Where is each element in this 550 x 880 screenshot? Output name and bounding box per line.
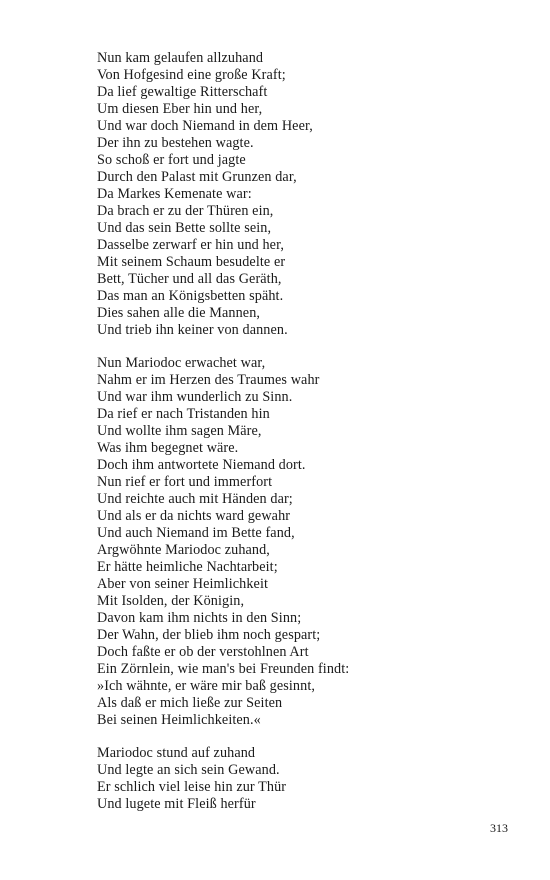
verse-line: Und wollte ihm sagen Märe,: [97, 423, 262, 439]
stanza: [97, 355, 497, 729]
verse-line: Und war doch Niemand in dem Heer,: [97, 118, 313, 134]
verse-line: Er schlich viel leise hin zur Thür: [97, 779, 287, 795]
verse-line: Da Markes Kemenate war:: [97, 186, 252, 202]
verse-line: Nun Mariodoc erwachet war,: [97, 355, 266, 371]
verse-line: Aber von seiner Heimlichkeit: [97, 576, 269, 592]
verse-line: Von Hofgesind eine große Kraft;: [97, 67, 286, 83]
verse-line: Da lief gewaltige Ritterschaft: [97, 84, 268, 100]
verse-line: Mariodoc stund auf zuhand: [97, 745, 256, 761]
verse-line: Bett, Tücher und all das Geräth,: [97, 271, 282, 287]
verse-line: Und das sein Bette sollte sein,: [97, 220, 272, 236]
verse-line: Und auch Niemand im Bette fand,: [97, 525, 295, 541]
verse-line: Mit seinem Schaum besudelte er: [97, 254, 286, 270]
stanza: [97, 745, 497, 813]
verse-line: Um diesen Eber hin und her,: [97, 101, 263, 117]
verse-line: Und reichte auch mit Händen dar;: [97, 491, 293, 507]
stanza: [97, 50, 497, 339]
verse-line: Und trieb ihn keiner von dannen.: [97, 322, 288, 338]
verse-line: Und lugete mit Fleiß herfür: [97, 796, 256, 812]
verse-line: Das man an Königsbetten späht.: [97, 288, 284, 304]
verse-line: Da rief er nach Tristanden hin: [97, 406, 270, 422]
verse-line: Mit Isolden, der Königin,: [97, 593, 245, 609]
verse-line: Als daß er mich ließe zur Seiten: [97, 695, 283, 711]
verse-line: Argwöhnte Mariodoc zuhand,: [97, 542, 270, 558]
verse-line: Dasselbe zerwarf er hin und her,: [97, 237, 284, 253]
verse-line: »Ich wähnte, er wäre mir baß gesinnt,: [97, 678, 316, 694]
verse-line: Doch ihm antwortete Niemand dort.: [97, 457, 306, 473]
page-number: 313: [490, 821, 508, 835]
verse-line: Ein Zörnlein, wie man's bei Freunden findt:: [97, 661, 350, 677]
verse-line: Und war ihm wunderlich zu Sinn.: [97, 389, 293, 405]
verse-line: Davon kam ihm nichts in den Sinn;: [97, 610, 302, 626]
verse-line: Dies sahen alle die Mannen,: [97, 305, 261, 321]
verse-line: Und als er da nichts ward gewahr: [97, 508, 291, 524]
verse-line: Er hätte heimliche Nachtarbeit;: [97, 559, 278, 575]
verse-line: Und legte an sich sein Gewand.: [97, 762, 280, 778]
verse-line: So schoß er fort und jagte: [97, 152, 246, 168]
verse-line: Nahm er im Herzen des Traumes wahr: [97, 372, 320, 388]
verse-line: Da brach er zu der Thüren ein,: [97, 203, 274, 219]
verse-line: Nun rief er fort und immerfort: [97, 474, 273, 490]
verse-line: Bei seinen Heimlichkeiten.«: [97, 712, 261, 728]
verse-line: Was ihm begegnet wäre.: [97, 440, 239, 456]
verse-line: Doch faßte er ob der verstohlnen Art: [97, 644, 309, 660]
verse-line: Nun kam gelaufen allzuhand: [97, 50, 264, 66]
poem-text: [97, 50, 497, 829]
verse-line: Der Wahn, der blieb ihm noch gespart;: [97, 627, 321, 643]
verse-line: Der ihn zu bestehen wagte.: [97, 135, 254, 151]
verse-line: Durch den Palast mit Grunzen dar,: [97, 169, 297, 185]
